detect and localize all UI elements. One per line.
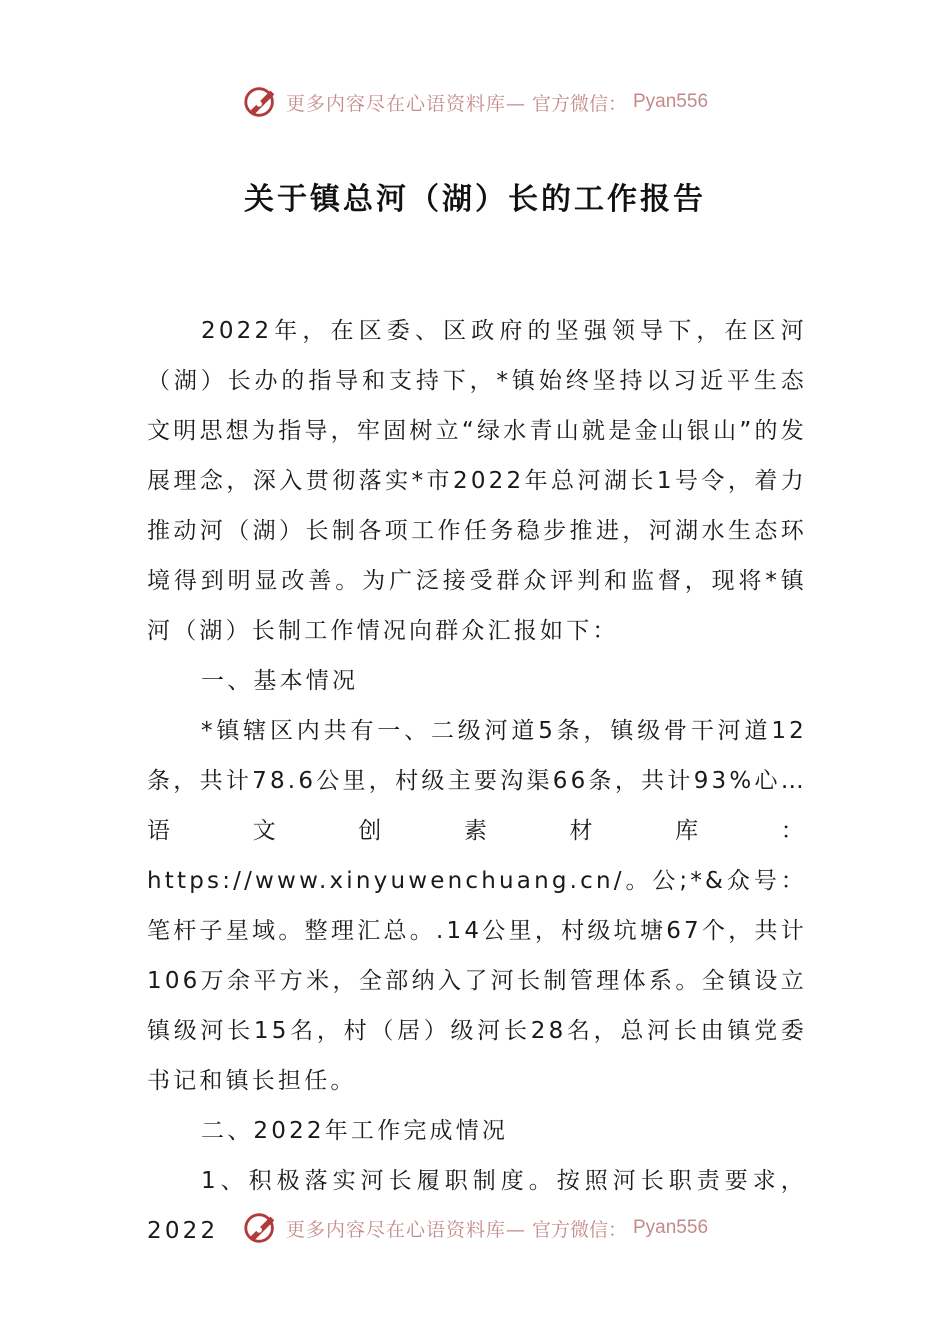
pen-nib-circle-logo-icon [242, 1209, 280, 1247]
header-banner [0, 82, 950, 122]
paragraph-intro: 2022年，在区委、区政府的坚强领导下，在区河（湖）长办的指导和支持下，*镇始终坚持以习近平生态文明思想为指导，牢固树立“绿水青山就是金山银山”的发展理念，深入贯彻落实*市2022年总河湖长1号令，着力推动河（湖）长制各项工作任务稳步推进，河湖水生态环境得到明显改善。为广泛接受群众评判和监督，现将*镇河（湖）长制工作情况向群众汇报如下： [147, 318, 807, 644]
banner-wechat-id: Pyan556 [633, 91, 709, 112]
section-heading-basic: 一、基本情况 [201, 668, 359, 694]
banner-wechat-label: 官方微信： [531, 1218, 627, 1241]
banner-text: 更多内容尽在心语资料库— [285, 1218, 526, 1241]
paragraph-basic: *镇辖区内共有一、二级河道5条，镇级骨干河道12条，共计78.6公里，村级主要沟渠66条，共计93%心…语文创素材库：https://www.xinyuwenchuang.cn/。公;*&众号：笔杆子星域。整理汇总。.14公里，村级坑塘67个，共计106万余平方米，全部纳入了河长制管理体系。全镇设立镇级河长15名，村（居）级河长28名，总河长由镇党委书记和镇长担任。 [147, 718, 807, 1094]
document-body [147, 306, 807, 1256]
paragraph-item-1: 1、积极落实河长履职制度。按照河长职责要求，2022 [147, 1168, 807, 1244]
banner-wechat-id: Pyan556 [633, 1217, 709, 1238]
banner-wechat-label: 官方微信： [531, 92, 627, 115]
banner-text: 更多内容尽在心语资料库— [285, 92, 526, 115]
footer-banner [0, 1208, 950, 1248]
document-title: 关于镇总河（湖）长的工作报告 [244, 182, 706, 217]
pen-nib-circle-logo-icon [242, 83, 280, 121]
section-heading-2022: 二、2022年工作完成情况 [201, 1118, 509, 1144]
